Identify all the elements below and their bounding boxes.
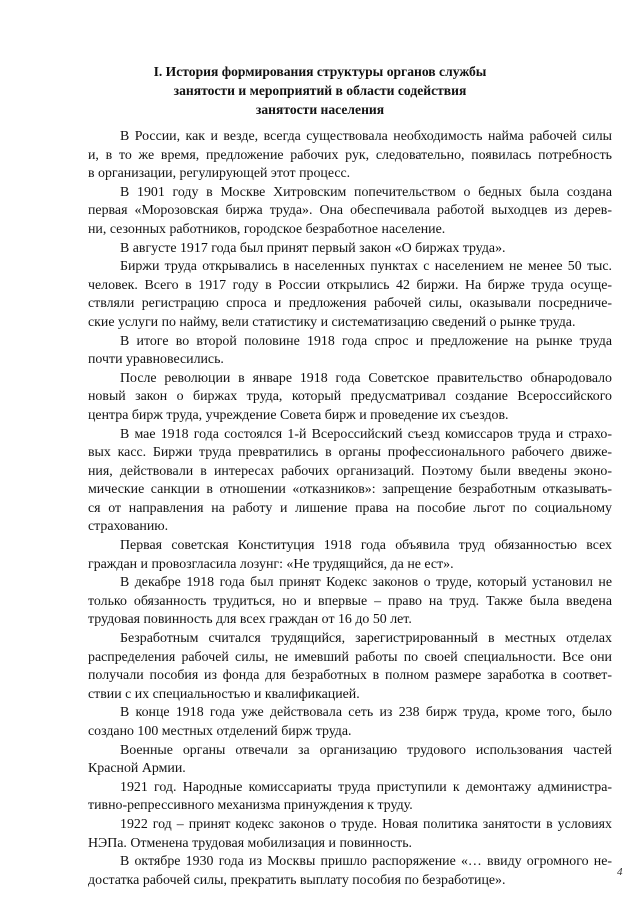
- text-line: первая «Морозовская биржа труда». Она обеспечивала работой выходцев из дерев-: [88, 203, 612, 219]
- paragraph: [88, 704, 612, 741]
- page-title: [120, 62, 520, 119]
- paragraph: [88, 240, 612, 259]
- paragraph: [88, 574, 612, 630]
- text-line: только обязанность трудиться, но и впервые – право на труд. Также была введена: [88, 593, 612, 609]
- paragraph: [88, 258, 612, 332]
- text-line: вых касс. Биржи труда превратились в органы профессионального рабочего движе-: [88, 445, 612, 461]
- text-line: В 1901 году в Москве Хитровским попечительством о бедных была создана: [120, 184, 612, 200]
- text-line: 1921 год. Народные комиссариаты труда приступили к демонтажу администра-: [120, 779, 612, 795]
- text-line: достатка рабочей силы, прекратить выплату пособия по безработице».: [88, 872, 506, 888]
- body-text: [88, 128, 612, 890]
- text-line: создано 100 местных отделений бирж труда.: [88, 724, 352, 739]
- text-line: человек. Всего в 1917 году в России открылись 42 биржи. На бирже труда осуще-: [88, 277, 612, 293]
- title-line-1: I. История формирования структуры органов службы: [153, 64, 487, 79]
- text-line: ни, сезонных работников, городское безработное население.: [88, 221, 446, 237]
- paragraph: [88, 853, 612, 890]
- paragraph: [88, 333, 612, 370]
- text-line: 1922 год – принят кодекс законов о труде. Новая политика занятости в условиях: [120, 816, 612, 832]
- paragraph: [88, 184, 612, 240]
- paragraph: [88, 128, 612, 184]
- text-line: ствии с их специальностью и квалификацией.: [88, 686, 360, 702]
- text-line: граждан и провозгласила лозунг: «Не трудящийся, да не ест».: [88, 556, 454, 572]
- paragraph: [88, 779, 612, 816]
- text-line: почти уравновесились.: [88, 352, 224, 368]
- text-line: в организации, регулирующей этот процесс.: [88, 166, 351, 182]
- text-line: В конце 1918 года уже действовала сеть из 238 бирж труда, кроме того, было: [120, 705, 612, 721]
- text-line: Красной Армии.: [88, 761, 186, 777]
- text-line: В декабре 1918 года был принят Кодекс законов о труде, который установил не: [120, 575, 612, 591]
- text-line: В России, как и везде, всегда существовала необходимость найма рабочей силы: [120, 129, 612, 144]
- title-line-2: занятости и мероприятий в области содействия: [173, 83, 467, 98]
- text-line: Военные органы отвечали за организацию трудового использования частей: [120, 742, 612, 758]
- paragraph: [88, 630, 612, 704]
- paragraph: [88, 370, 612, 426]
- text-line: ния, действовали в интересах рабочих организаций. Поэтому были введены эконо-: [88, 463, 612, 479]
- text-line: Безработным считался трудящийся, зарегистрированный в местных отделах: [120, 631, 612, 647]
- paragraph: [88, 742, 612, 779]
- text-line: В октябре 1930 года из Москвы пришло распоряжение «… ввиду огромного не-: [120, 854, 612, 870]
- text-line: ствляли регистрацию спроса и предложения рабочей силы, оказывали посредниче-: [88, 296, 612, 312]
- paragraph: [88, 537, 612, 574]
- text-line: и, в то же время, предложение рабочих рук, следовательно, появилась потребность: [88, 147, 612, 163]
- text-line: Первая советская Конституция 1918 года объявила труд обязанностью всех: [120, 538, 612, 554]
- text-line: В августе 1917 года был принят первый закон «О биржах труда».: [120, 240, 506, 256]
- text-line: В итоге во второй половине 1918 года спрос и предложение на рынке труда: [120, 333, 612, 349]
- page-number: 4: [617, 866, 623, 878]
- text-line: мические санкции в отношении «отказников»: запрещение безработным отказывать-: [88, 482, 612, 498]
- text-line: ся от направления на работу и лишение права на пособие льгот по социальному: [88, 500, 612, 516]
- paragraph: [88, 816, 612, 853]
- text-line: тивно-репрессивного механизма принуждения к труду.: [88, 798, 413, 814]
- paragraph: [88, 426, 612, 538]
- text-line: распределения рабочей силы, не имевший работы по своей специальности. Все они: [88, 649, 612, 665]
- text-line: трудовая повинность для всех граждан от 16 до 50 лет.: [88, 612, 412, 628]
- text-line: центра бирж труда, учреждение Совета бирж и проведение их съездов.: [88, 407, 509, 423]
- text-line: новый закон о биржах труда, который предусматривал создание Всероссийского: [88, 389, 612, 405]
- text-line: В мае 1918 года состоялся 1-й Всероссийский съезд комиссаров труда и страхо-: [120, 426, 612, 442]
- title-line-3: занятости населения: [255, 102, 385, 117]
- text-line: страхованию.: [88, 519, 169, 535]
- text-line: ские услуги по найму, вели статистику и систематизацию сведений о рынке труда.: [88, 314, 576, 330]
- text-line: получали пособия из фонда для безработных в полном размере заработка в соответ-: [88, 668, 612, 684]
- text-line: Биржи труда открывались в населенных пунктах с населением не менее 50 тыс.: [120, 259, 612, 275]
- text-line: После революции в январе 1918 года Советское правительство обнародовало: [120, 370, 612, 386]
- text-line: НЭПа. Отменена трудовая мобилизация и повинность.: [88, 835, 413, 851]
